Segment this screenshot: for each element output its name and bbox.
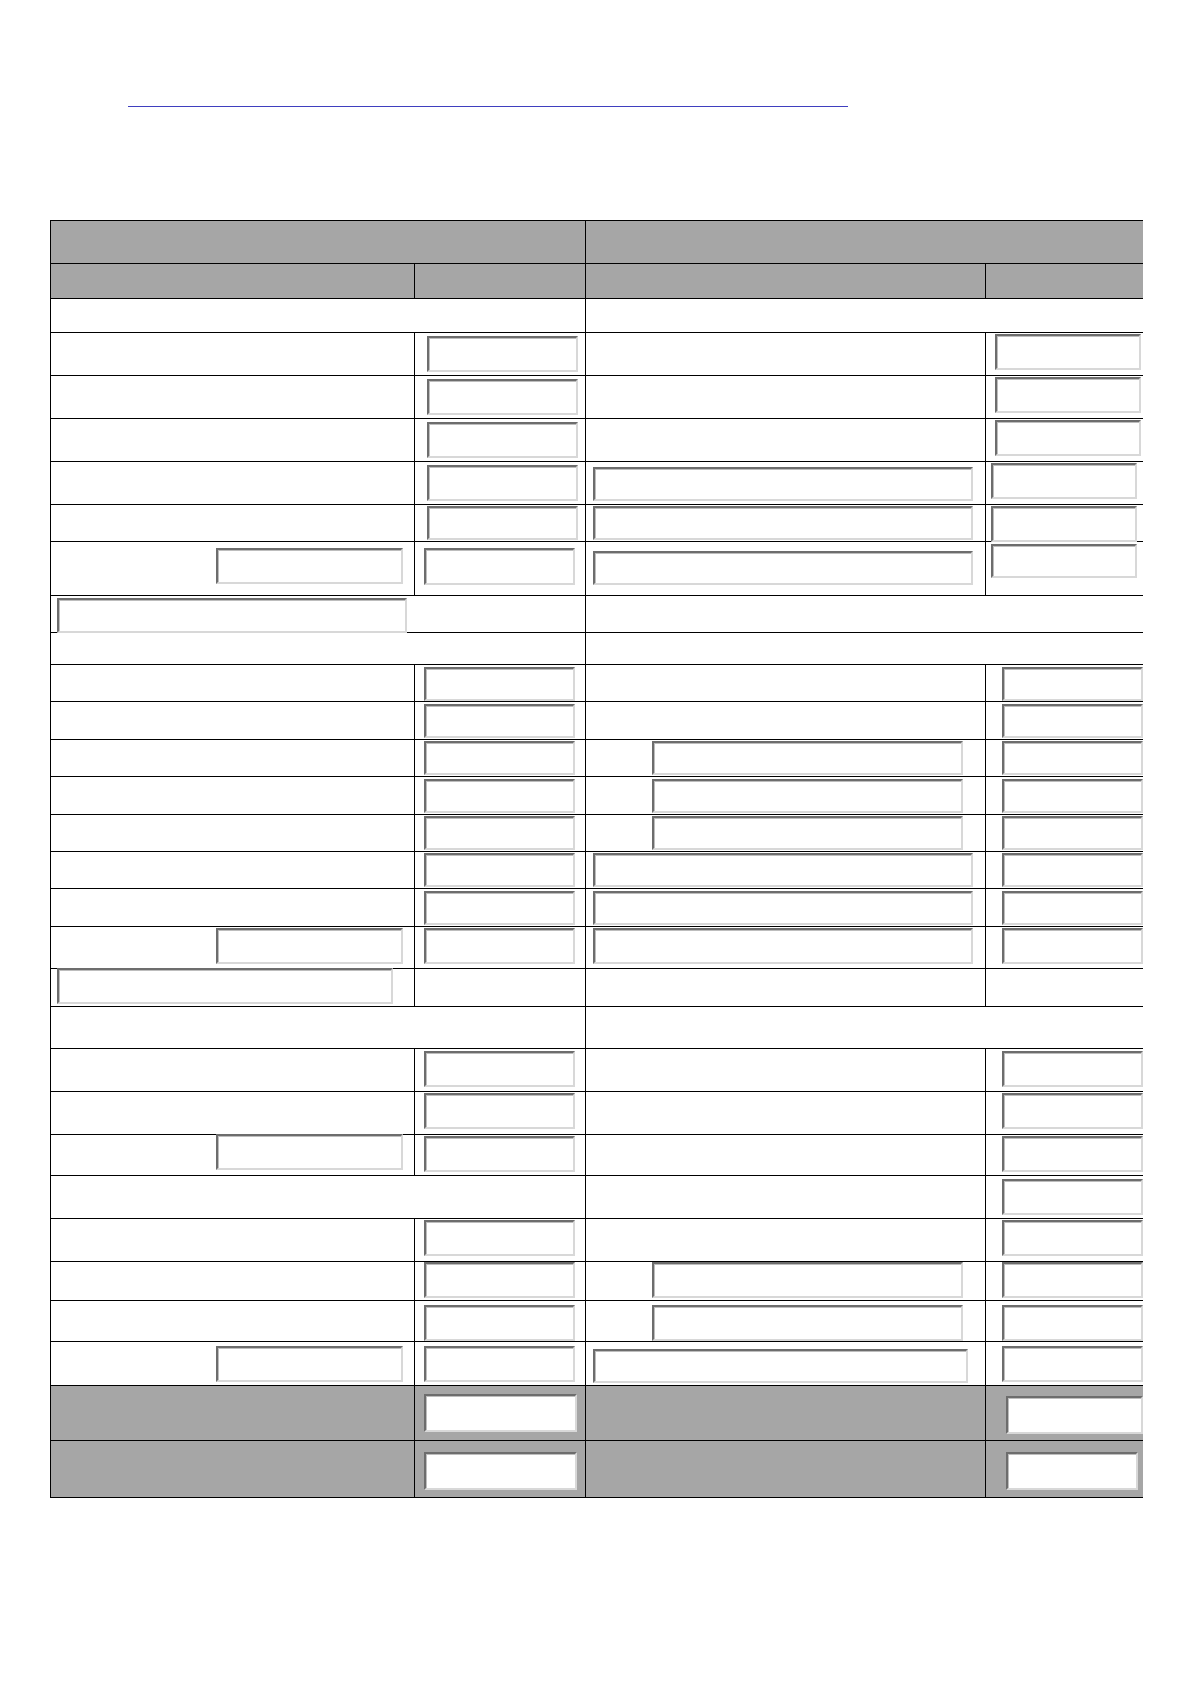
row-label-left <box>50 701 414 739</box>
row-label-left <box>50 418 414 461</box>
row-label-left <box>50 739 414 776</box>
row-label-right <box>585 1218 985 1261</box>
row-label-left <box>50 1300 414 1341</box>
amount-field-left[interactable] <box>427 465 578 501</box>
row-label-left <box>50 375 414 418</box>
amount-field-left[interactable] <box>424 1136 575 1172</box>
amount-field-right[interactable] <box>991 506 1137 542</box>
row-label-left <box>50 664 414 701</box>
description-field-left[interactable] <box>216 1346 403 1382</box>
row-label-right <box>585 664 985 701</box>
row-label-left <box>50 1218 414 1261</box>
column-header-3 <box>585 263 985 298</box>
amount-field-left[interactable] <box>424 1346 575 1382</box>
description-field-right-indented[interactable] <box>652 779 963 813</box>
row-section-left <box>50 632 585 664</box>
amount-field-right[interactable] <box>1002 1262 1143 1298</box>
amount-field-left[interactable] <box>424 928 575 964</box>
amount-field-left[interactable] <box>424 1051 575 1087</box>
row-section-left <box>50 1175 585 1218</box>
description-field-right-wide[interactable] <box>593 853 973 887</box>
amount-field-left[interactable] <box>424 1262 575 1298</box>
amount-field-left[interactable] <box>424 779 575 813</box>
amount-field-left[interactable] <box>424 1220 575 1256</box>
amount-field-right[interactable] <box>1002 1305 1143 1341</box>
row-label-right <box>585 968 985 1006</box>
row-label-left <box>50 461 414 504</box>
amount-field-right[interactable] <box>1006 1396 1143 1434</box>
amount-field-right[interactable] <box>1002 1136 1143 1172</box>
column-header-1 <box>50 263 414 298</box>
amount-field-right[interactable] <box>995 420 1141 456</box>
amount-field-left[interactable] <box>427 379 578 415</box>
row-label-left <box>50 332 414 375</box>
amount-field-left[interactable] <box>427 506 578 540</box>
amount-field-right[interactable] <box>1002 1093 1143 1129</box>
header-cell-right <box>585 220 1143 263</box>
amount-field-right[interactable] <box>1002 853 1143 887</box>
amount-field-right[interactable] <box>1002 667 1143 701</box>
row-label-right <box>585 375 985 418</box>
amount-field-right[interactable] <box>1002 779 1143 813</box>
row-value-right <box>985 968 1143 1006</box>
row-label-left <box>50 888 414 926</box>
description-field-right-indented[interactable] <box>652 816 963 850</box>
row-section-right <box>585 1006 1143 1048</box>
amount-field-left[interactable] <box>424 704 575 738</box>
amount-field-left[interactable] <box>424 1394 577 1432</box>
section-total-label-field[interactable] <box>57 968 393 1004</box>
amount-field-right[interactable] <box>1002 1179 1143 1215</box>
amount-field-left[interactable] <box>427 336 578 372</box>
amount-field-left[interactable] <box>424 548 575 585</box>
description-field-right-wide[interactable] <box>593 928 973 964</box>
row-label-right <box>585 332 985 375</box>
row-label-left <box>50 776 414 814</box>
amount-field-right[interactable] <box>1006 1452 1138 1490</box>
description-field-right-indented[interactable] <box>652 1262 963 1298</box>
row-label-right <box>585 1385 985 1440</box>
row-label-right <box>585 1175 985 1218</box>
row-section-left <box>50 298 585 332</box>
row-section-left <box>50 1006 585 1048</box>
description-field-right-indented[interactable] <box>652 1305 963 1341</box>
amount-field-left[interactable] <box>424 1093 575 1129</box>
column-header-4 <box>985 263 1143 298</box>
amount-field-left[interactable] <box>427 422 578 458</box>
row-section-right <box>585 595 1143 632</box>
row-label-right <box>585 1048 985 1091</box>
description-field-left[interactable] <box>216 1134 403 1170</box>
row-section-right <box>585 632 1143 664</box>
row-label-left <box>50 814 414 851</box>
row-label-right <box>585 1091 985 1134</box>
row-label-right <box>585 701 985 739</box>
amount-field-right[interactable] <box>991 463 1137 499</box>
row-label-left <box>50 1261 414 1300</box>
amount-field-right[interactable] <box>1002 928 1143 964</box>
row-label-left <box>50 1440 414 1497</box>
amount-field-right[interactable] <box>995 377 1141 413</box>
amount-field-right[interactable] <box>991 544 1137 578</box>
amount-field-left[interactable] <box>424 891 575 925</box>
header-cell-left <box>50 220 585 263</box>
amount-field-right[interactable] <box>1002 1346 1143 1382</box>
amount-field-left[interactable] <box>424 1305 575 1341</box>
amount-field-right[interactable] <box>1002 1220 1143 1256</box>
row-label-left <box>50 1048 414 1091</box>
amount-field-left[interactable] <box>424 816 575 850</box>
row-label-left <box>50 851 414 888</box>
description-field-left[interactable] <box>216 548 403 584</box>
amount-field-left[interactable] <box>424 1452 577 1490</box>
description-field-right-wide[interactable] <box>593 506 973 540</box>
description-field-left[interactable] <box>216 928 403 964</box>
row-label-right <box>585 418 985 461</box>
column-header-2 <box>414 263 585 298</box>
row-label-left <box>50 504 414 541</box>
description-field-right-wide[interactable] <box>593 467 973 501</box>
amount-field-right[interactable] <box>1002 816 1143 850</box>
row-section-right <box>585 298 1143 332</box>
amount-field-right[interactable] <box>1002 741 1143 775</box>
amount-field-left[interactable] <box>424 741 575 775</box>
description-field-right-wide[interactable] <box>593 891 973 925</box>
section-total-label-field[interactable] <box>57 598 407 633</box>
row-label-right <box>585 1134 985 1175</box>
row-label-left <box>50 1385 414 1440</box>
balance-form-table <box>50 220 1143 1498</box>
description-field-right-wide[interactable] <box>593 551 973 585</box>
amount-field-right[interactable] <box>1002 704 1143 738</box>
description-field-right-indented[interactable] <box>652 741 963 775</box>
amount-field-left[interactable] <box>424 853 575 887</box>
amount-field-right[interactable] <box>1002 1051 1143 1087</box>
row-label-right <box>585 1440 985 1497</box>
row-value-left <box>414 968 585 1006</box>
amount-field-left[interactable] <box>424 667 575 701</box>
amount-field-right[interactable] <box>995 334 1141 370</box>
description-field-right-wide[interactable] <box>593 1349 968 1383</box>
hyperlink-underline[interactable] <box>128 106 848 107</box>
amount-field-right[interactable] <box>1002 891 1143 925</box>
row-label-left <box>50 1091 414 1134</box>
